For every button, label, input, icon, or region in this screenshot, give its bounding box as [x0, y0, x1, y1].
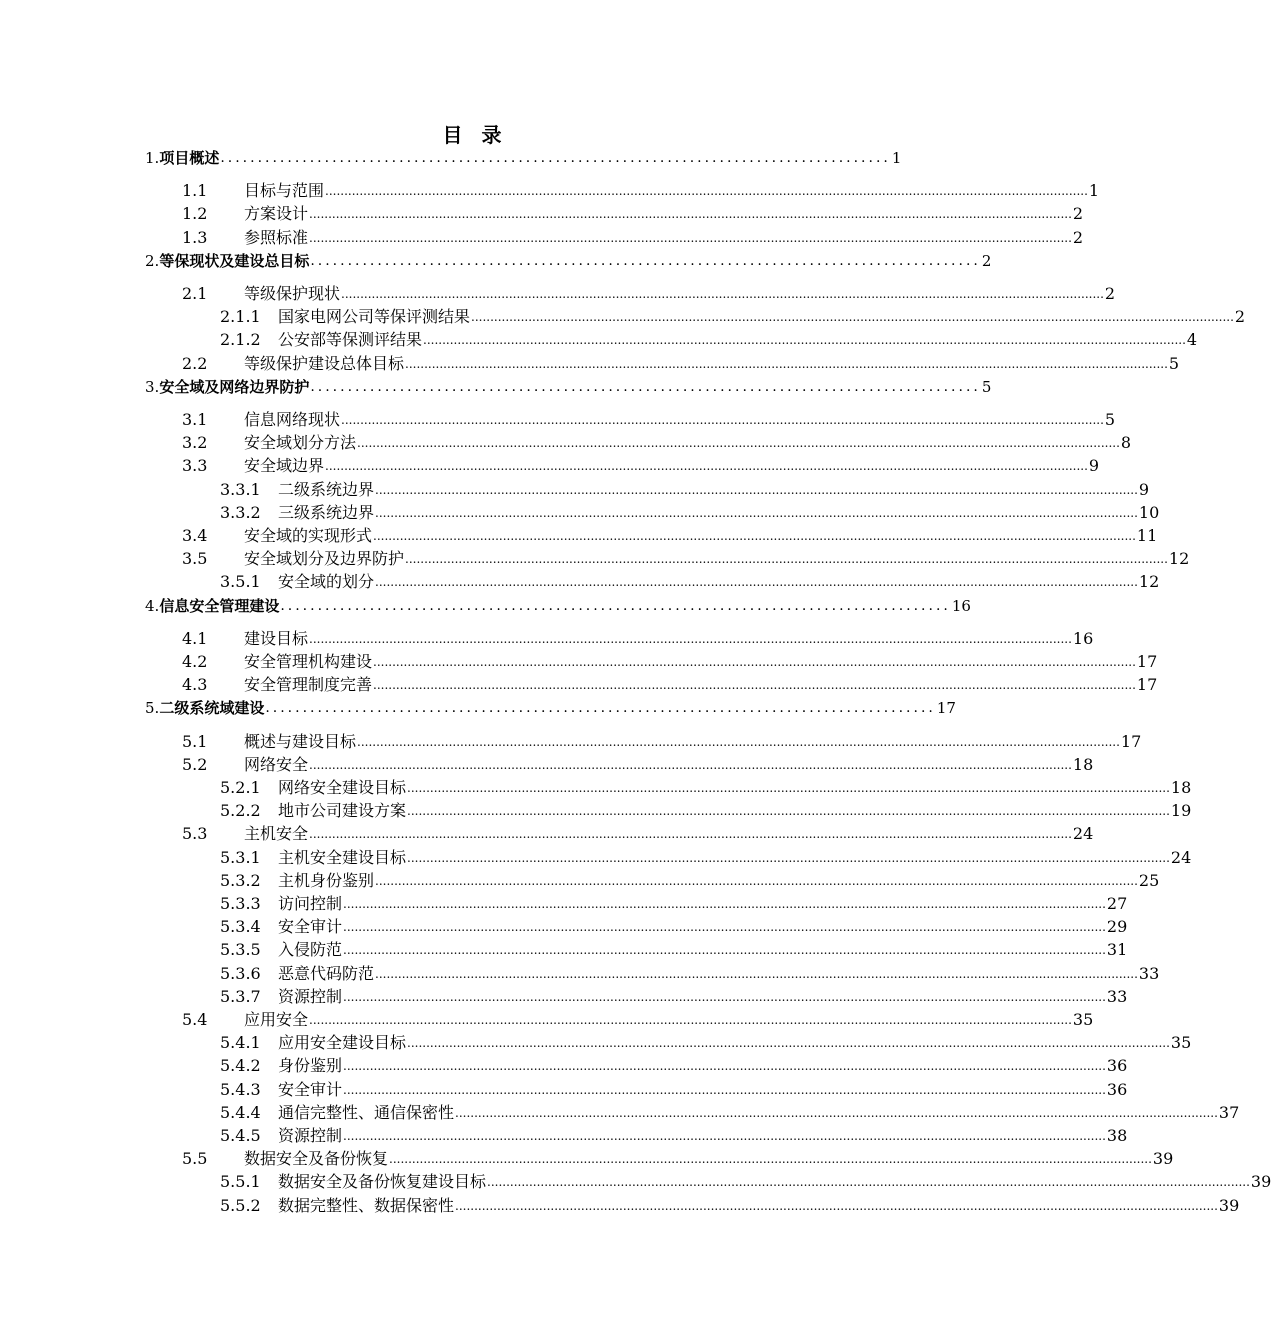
toc-entry-page: 9: [1088, 456, 1100, 476]
toc-entry-page: 10: [1138, 502, 1160, 522]
toc-entry[interactable]: [145, 248, 992, 271]
toc-entry-number: 1.: [145, 149, 160, 167]
toc-entry-number: 1.3: [182, 227, 208, 247]
toc-entry-label: 数据安全及备份恢复: [244, 1149, 389, 1169]
toc-entry-page: 17: [1136, 675, 1158, 695]
toc-entry-label: 网络安全建设目标: [278, 778, 407, 797]
toc-entry-label: 三级系统边界: [278, 502, 375, 522]
toc-entry-number: 2.: [145, 251, 160, 270]
toc-entry[interactable]: [220, 477, 1150, 500]
toc-entry-label: 等保现状及建设总目标: [159, 251, 310, 270]
toc-entry-page: 2: [1104, 284, 1116, 303]
toc-entry-number: 5.3.6: [220, 963, 261, 983]
dot-leader: ........................................................................................................................................................................................................: [405, 552, 1168, 567]
toc-entry-number: 5.: [145, 699, 160, 718]
toc-entry-number: 5.4.2: [220, 1056, 261, 1076]
toc-entry-label: 通信完整性、通信保密性: [278, 1102, 455, 1122]
toc-entry-label: 安全域划分及边界防护: [244, 549, 405, 569]
toc-entry-page: 2: [1072, 204, 1084, 224]
toc-entry-label: 安全域划分方法: [244, 433, 357, 453]
toc-entry-label: 安全域及网络边界防护: [159, 377, 310, 396]
toc-entry-page: 18: [1170, 778, 1192, 797]
toc-entry[interactable]: [220, 798, 1192, 821]
toc-entry-label: 建设目标: [244, 628, 309, 648]
toc-entry-number: 4.2: [182, 652, 208, 671]
toc-entry[interactable]: [220, 1193, 1240, 1216]
toc-entry-label: 数据安全及备份恢复建设目标: [278, 1172, 487, 1192]
toc-entry[interactable]: [182, 178, 1100, 201]
dot-leader: ........................................................................................................................................................................................................: [343, 920, 1106, 935]
toc-entry[interactable]: [182, 672, 1158, 695]
dot-leader: ........................................................................................................................................................................................................: [375, 482, 1138, 497]
toc-entry-number: 5.2.1: [220, 778, 261, 797]
toc-entry-page: 24: [1072, 824, 1094, 844]
dot-leader: ........................................................................................................................................................................................................: [471, 310, 1234, 325]
dot-leader: ........................................................................................................................................................................................................: [375, 873, 1138, 888]
toc-entry[interactable]: [182, 546, 1190, 569]
toc-entry-page: 33: [1106, 986, 1128, 1006]
dot-leader: ........................................................................................................................................................................................................: [343, 1059, 1106, 1074]
toc-entry-label: 安全域边界: [244, 456, 325, 476]
toc-entry-label: 安全域的划分: [278, 572, 375, 592]
dot-leader: ........................................................................................................................................................................................................: [341, 413, 1104, 427]
toc-entry-page: 17: [1136, 652, 1158, 671]
toc-entry-number: 5.4.1: [220, 1033, 261, 1053]
toc-entry[interactable]: [182, 1007, 1094, 1030]
toc-entry[interactable]: [220, 1030, 1192, 1053]
toc-entry[interactable]: [182, 1146, 1174, 1169]
toc-entry-label: 应用安全建设目标: [278, 1033, 407, 1053]
toc-entry[interactable]: [182, 407, 1116, 430]
toc-entry-page: 2: [981, 251, 992, 270]
toc-entry-page: 29: [1106, 917, 1128, 937]
toc-entry-page: 2: [1072, 227, 1084, 247]
toc-entry-number: 5.3.1: [220, 847, 261, 867]
toc-entry-number: 3.3.1: [220, 479, 261, 499]
toc-entry-label: 二级系统域建设: [159, 699, 265, 718]
toc-entry-number: 5.1: [182, 731, 208, 751]
toc-entry-page: 1: [1088, 181, 1100, 201]
toc-entry-number: 5.3.5: [220, 940, 261, 960]
toc-entry-number: 3.: [145, 377, 160, 396]
dot-leader: ........................................................................................................................................................................................................: [389, 1152, 1152, 1167]
toc-entry-number: 2.1: [182, 284, 208, 303]
toc-entry-label: 主机身份鉴别: [278, 870, 375, 890]
dot-leader: ........................................................................................................................................................................................................: [373, 529, 1136, 543]
dot-leader: ........................................................................................................................................................................................................: [375, 966, 1138, 981]
toc-entry-page: 39: [1152, 1149, 1174, 1169]
dot-leader: ........................................................................................................................................................................................................: [405, 356, 1168, 371]
dot-leader: ..........................................................................................: [280, 597, 951, 614]
toc-entry[interactable]: [182, 430, 1132, 453]
toc-entry-label: 信息安全管理建设: [159, 596, 280, 615]
toc-entry-page: 5: [1168, 353, 1180, 373]
toc-entry[interactable]: [182, 225, 1084, 248]
dot-leader: ........................................................................................................................................................................................................: [423, 333, 1186, 348]
toc-entry-label: 安全管理制度完善: [244, 675, 373, 695]
toc-entry-page: 36: [1106, 1079, 1128, 1099]
toc-title: 目 录: [442, 123, 508, 147]
toc-entry[interactable]: [220, 500, 1160, 523]
toc-entry-label: 概述与建设目标: [244, 731, 357, 751]
toc-entry[interactable]: [182, 281, 1116, 304]
toc-entry-number: 4.3: [182, 675, 208, 695]
toc-entry-label: 资源控制: [278, 986, 343, 1006]
toc-entry-label: 国家电网公司等保评测结果: [278, 307, 471, 327]
toc-entry-number: 5.4.3: [220, 1079, 261, 1099]
toc-entry-number: 2.1.1: [220, 307, 261, 327]
dot-leader: ........................................................................................................................................................................................................: [343, 1129, 1106, 1143]
toc-entry[interactable]: [182, 626, 1094, 649]
toc-entry-number: 3.3: [182, 456, 208, 476]
toc-entry-label: 安全审计: [278, 917, 343, 937]
dot-leader: ..........................................................................................: [265, 700, 936, 717]
toc-entry-page: 36: [1106, 1056, 1128, 1076]
toc-entry-number: 5.5.1: [220, 1172, 261, 1192]
toc-entry-page: 16: [951, 596, 971, 615]
toc-entry[interactable]: [220, 891, 1128, 914]
toc-entry-page: 4: [1186, 330, 1198, 350]
toc-entry-page: 5: [981, 377, 992, 396]
toc-entry-page: 33: [1138, 963, 1160, 983]
dot-leader: ........................................................................................................................................................................................................: [309, 207, 1072, 222]
toc-entry-page: 2: [1234, 307, 1246, 327]
toc-entry-page: 9: [1138, 479, 1150, 499]
toc-entry-number: 5.4.4: [220, 1102, 261, 1122]
toc-entry-number: 3.3.2: [220, 502, 261, 522]
toc-entry[interactable]: [220, 1077, 1128, 1100]
dot-leader: ........................................................................................................................................................................................................: [343, 1082, 1106, 1097]
toc-entry-number: 1.1: [182, 181, 208, 201]
toc-entry-page: 12: [1138, 572, 1160, 592]
toc-entry[interactable]: [182, 821, 1094, 844]
toc-entry-label: 二级系统边界: [278, 479, 375, 499]
toc-entry-label: 入侵防范: [278, 940, 343, 960]
toc-entry[interactable]: [220, 845, 1192, 868]
toc-entry-label: 公安部等保测评结果: [278, 330, 423, 350]
toc-entry[interactable]: [220, 304, 1246, 327]
toc-entry[interactable]: [145, 695, 956, 718]
toc-entry[interactable]: [220, 327, 1198, 350]
toc-entry[interactable]: [182, 201, 1084, 224]
toc-entry[interactable]: [220, 1123, 1128, 1146]
toc-entry-page: 11: [1136, 526, 1158, 545]
dot-leader: ..........................................................................................: [220, 150, 891, 166]
toc-entry[interactable]: [220, 961, 1160, 984]
toc-entry-page: 25: [1138, 870, 1160, 890]
dot-leader: ........................................................................................................................................................................................................: [373, 655, 1136, 669]
toc-entry[interactable]: [220, 914, 1128, 937]
dot-leader: ........................................................................................................................................................................................................: [487, 1175, 1250, 1190]
toc-entry-page: 38: [1106, 1126, 1128, 1145]
dot-leader: ........................................................................................................................................................................................................: [373, 678, 1136, 693]
toc-entry[interactable]: [182, 752, 1094, 775]
toc-entry-page: 37: [1218, 1102, 1240, 1122]
dot-leader: ........................................................................................................................................................................................................: [343, 989, 1106, 1004]
dot-leader: ........................................................................................................................................................................................................: [357, 734, 1120, 749]
toc-entry-label: 访问控制: [278, 894, 343, 913]
dot-leader: ........................................................................................................................................................................................................: [309, 827, 1072, 842]
toc-entry-label: 主机安全: [244, 824, 309, 844]
toc-entry-page: 39: [1218, 1195, 1240, 1215]
dot-leader: ........................................................................................................................................................................................................: [325, 184, 1088, 199]
toc-entry-number: 5.3.3: [220, 894, 261, 913]
dot-leader: ........................................................................................................................................................................................................: [309, 230, 1072, 245]
toc-entry-number: 5.5: [182, 1149, 208, 1169]
toc-entry-number: 5.3.4: [220, 917, 261, 937]
toc-entry-page: 24: [1170, 847, 1192, 867]
toc-entry-label: 方案设计: [244, 204, 309, 224]
toc-entry-label: 主机安全建设目标: [278, 847, 407, 867]
toc-entry-page: 5: [1104, 410, 1116, 429]
toc-entry-label: 应用安全: [244, 1010, 309, 1029]
toc-entry-number: 3.5: [182, 549, 208, 569]
toc-entry-number: 4.: [145, 596, 160, 615]
toc-entry-page: 16: [1072, 628, 1094, 648]
toc-entry[interactable]: [220, 1169, 1271, 1192]
toc-entry[interactable]: [220, 937, 1128, 960]
toc-entry-number: 5.2: [182, 754, 208, 774]
toc-entry-page: 17: [1120, 731, 1142, 751]
toc-entry-number: 3.2: [182, 433, 208, 453]
toc-entry[interactable]: [182, 649, 1158, 672]
dot-leader: ........................................................................................................................................................................................................: [455, 1198, 1218, 1213]
toc-entry-label: 等级保护建设总体目标: [244, 353, 405, 373]
toc-entry-label: 参照标准: [244, 227, 309, 247]
toc-entry-number: 2.2: [182, 353, 208, 373]
toc-entry-label: 数据完整性、数据保密性: [278, 1195, 455, 1215]
dot-leader: ........................................................................................................................................................................................................: [309, 631, 1072, 646]
toc-entry[interactable]: [220, 1100, 1240, 1123]
dot-leader: ..........................................................................................: [310, 378, 981, 395]
dot-leader: ........................................................................................................................................................................................................: [407, 804, 1170, 819]
dot-leader: ........................................................................................................................................................................................................: [375, 505, 1138, 520]
toc-entry-number: 5.4: [182, 1010, 208, 1029]
dot-leader: ........................................................................................................................................................................................................: [455, 1105, 1218, 1120]
dot-leader: ........................................................................................................................................................................................................: [309, 757, 1072, 772]
toc-entry-number: 2.1.2: [220, 330, 261, 350]
toc-entry-number: 5.3.2: [220, 870, 261, 890]
toc-entry-page: 17: [936, 699, 956, 718]
toc-entry-number: 3.5.1: [220, 572, 261, 592]
toc-entry-label: 等级保护现状: [244, 284, 341, 303]
toc-entry-number: 4.1: [182, 628, 208, 648]
toc-entry-number: 5.2.2: [220, 801, 261, 821]
toc-entry-page: 35: [1170, 1033, 1192, 1053]
toc-entry-label: 项目概述: [159, 149, 220, 167]
toc-entry-page: 1: [891, 149, 902, 167]
toc-entry-page: 18: [1072, 754, 1094, 774]
toc-entry-label: 安全管理机构建设: [244, 652, 373, 671]
toc-entry-label: 安全域的实现形式: [244, 526, 373, 545]
toc-entry-page: 39: [1250, 1172, 1271, 1192]
toc-entry-number: 5.5.2: [220, 1195, 261, 1215]
dot-leader: ........................................................................................................................................................................................................: [357, 436, 1120, 451]
dot-leader: ........................................................................................................................................................................................................: [407, 781, 1170, 795]
toc-entry[interactable]: [220, 775, 1192, 798]
toc-entry[interactable]: [145, 593, 971, 616]
toc-entry-label: 资源控制: [278, 1126, 343, 1145]
toc-entry-number: 5.4.5: [220, 1126, 261, 1145]
toc-entry-label: 网络安全: [244, 754, 309, 774]
toc-entry-label: 恶意代码防范: [278, 963, 375, 983]
toc-entry[interactable]: [220, 868, 1160, 891]
dot-leader: ........................................................................................................................................................................................................: [309, 1013, 1072, 1027]
toc-entry[interactable]: [145, 145, 902, 168]
toc-entry-number: 1.2: [182, 204, 208, 224]
toc-entry-number: 5.3.7: [220, 986, 261, 1006]
toc-entry-number: 3.1: [182, 410, 208, 429]
toc-entry-number: 5.3: [182, 824, 208, 844]
toc-entry-number: 3.4: [182, 526, 208, 545]
dot-leader: ........................................................................................................................................................................................................: [407, 1036, 1170, 1051]
toc-entry[interactable]: [182, 729, 1142, 752]
toc-entry[interactable]: [220, 569, 1160, 592]
toc-entry-page: 27: [1106, 894, 1128, 913]
dot-leader: ........................................................................................................................................................................................................: [325, 459, 1088, 474]
toc-entry[interactable]: [220, 984, 1128, 1007]
toc-entry-label: 安全审计: [278, 1079, 343, 1099]
toc-entry-label: 地市公司建设方案: [278, 801, 407, 821]
toc-entry[interactable]: [182, 523, 1158, 546]
toc-entry-page: 19: [1170, 801, 1192, 821]
toc-entry-label: 目标与范围: [244, 181, 325, 201]
toc-entry-page: 8: [1120, 433, 1132, 453]
toc-entry[interactable]: [220, 1053, 1128, 1076]
dot-leader: ........................................................................................................................................................................................................: [375, 575, 1138, 590]
toc-entry-page: 35: [1072, 1010, 1094, 1029]
dot-leader: ........................................................................................................................................................................................................: [341, 287, 1104, 301]
toc-entry-page: 12: [1168, 549, 1190, 569]
dot-leader: ........................................................................................................................................................................................................: [343, 897, 1106, 911]
toc-entry[interactable]: [182, 453, 1100, 476]
toc-entry[interactable]: [145, 374, 992, 397]
toc-entry[interactable]: [182, 351, 1180, 374]
dot-leader: ..........................................................................................: [310, 252, 981, 269]
toc-entry-label: 信息网络现状: [244, 410, 341, 429]
dot-leader: ........................................................................................................................................................................................................: [407, 850, 1170, 865]
toc-entry-page: 31: [1106, 940, 1128, 960]
toc-entry-label: 身份鉴别: [278, 1056, 343, 1076]
dot-leader: ........................................................................................................................................................................................................: [343, 943, 1106, 958]
